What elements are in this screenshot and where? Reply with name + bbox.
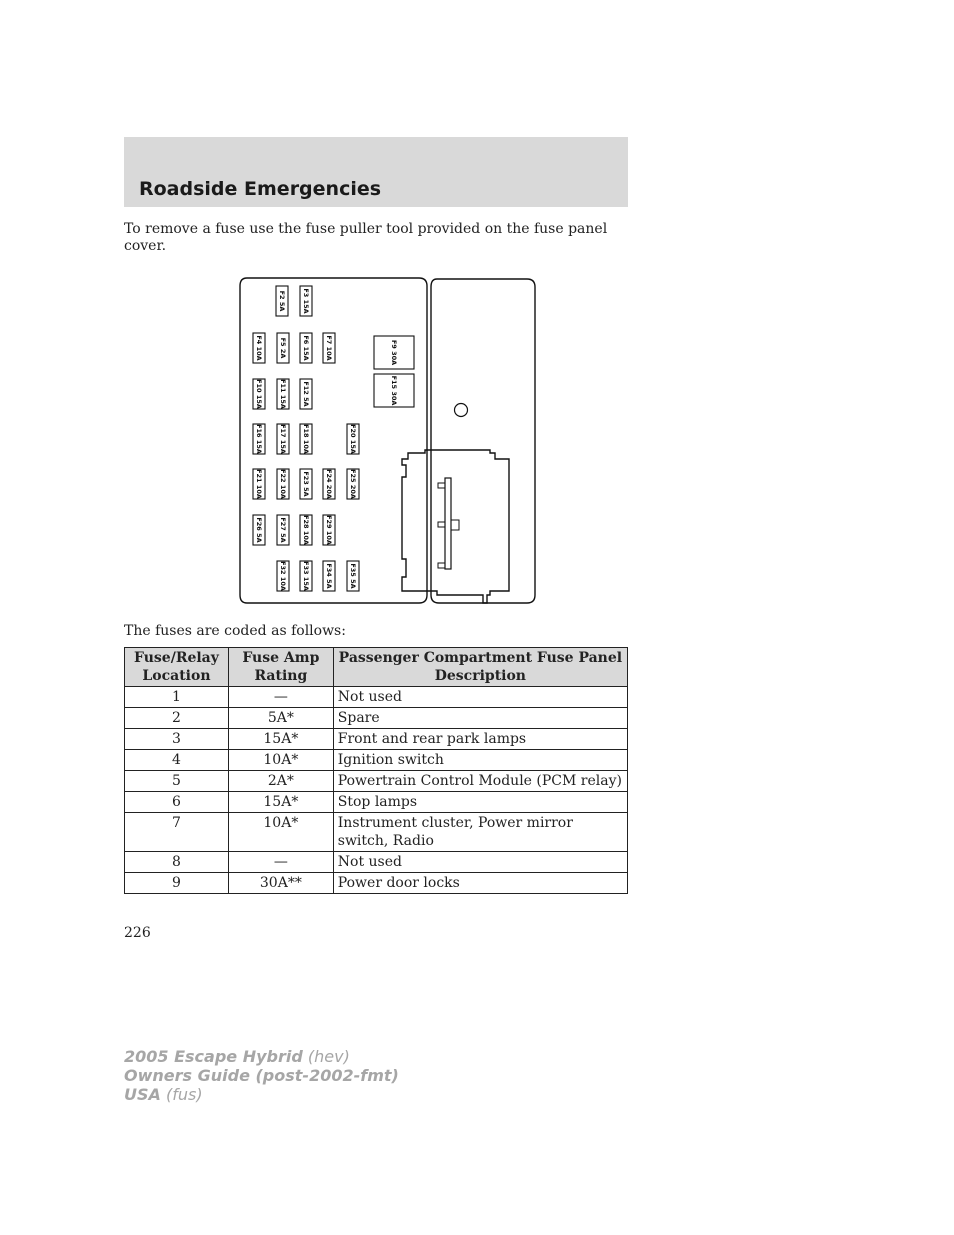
connector-tab bbox=[451, 520, 459, 530]
table-row bbox=[125, 792, 628, 813]
footer-market-code: (fus) bbox=[166, 1085, 203, 1104]
fuse-label: F24 20A bbox=[325, 469, 333, 499]
footer-market: USA bbox=[124, 1085, 161, 1104]
document-footer bbox=[124, 1047, 399, 1104]
description-cell: Stop lamps bbox=[333, 792, 627, 813]
column-header-rating: Fuse Amp Rating bbox=[228, 648, 333, 687]
table-row bbox=[125, 873, 628, 894]
footer-guide: Owners Guide (post-2002-fmt) bbox=[124, 1066, 399, 1085]
fuse-label: F27 5A bbox=[279, 517, 287, 543]
fuse-block-outline bbox=[240, 278, 427, 603]
footer-model: 2005 Escape Hybrid bbox=[124, 1047, 303, 1066]
connector-outline bbox=[402, 450, 509, 603]
column-header-location: Fuse/Relay Location bbox=[125, 648, 229, 687]
fuse-label: F33 15A bbox=[302, 561, 310, 591]
rating-cell: 2A* bbox=[228, 771, 333, 792]
rating-cell: — bbox=[228, 852, 333, 873]
description-cell: Ignition switch bbox=[333, 750, 627, 771]
connector-latch bbox=[445, 478, 451, 569]
fuse-label: F12 5A bbox=[302, 381, 310, 407]
fuse-label: F34 5A bbox=[325, 563, 333, 589]
description-cell: Front and rear park lamps bbox=[333, 729, 627, 750]
fuse-label: F25 20A bbox=[349, 469, 357, 499]
description-cell: Power door locks bbox=[333, 873, 627, 894]
page-number: 226 bbox=[124, 925, 151, 941]
intro-text: To remove a fuse use the fuse puller tool provided on the fuse panel cover. bbox=[124, 221, 608, 254]
fuse-panel-svg bbox=[239, 277, 537, 605]
column-header-description: Passenger Compartment Fuse Panel Description bbox=[333, 648, 627, 687]
connector-pin bbox=[438, 522, 445, 527]
fuse-label: F17 15A bbox=[279, 424, 287, 454]
footer-model-code: (hev) bbox=[307, 1047, 350, 1066]
location-cell: 8 bbox=[125, 852, 229, 873]
footer-line bbox=[124, 1085, 399, 1104]
fuse-label: F16 15A bbox=[255, 424, 263, 454]
fuse-label: F9 30A bbox=[390, 339, 398, 366]
footer-line bbox=[124, 1047, 399, 1066]
description-cell: Powertrain Control Module (PCM relay) bbox=[333, 771, 627, 792]
fuse-label: F21 10A bbox=[255, 469, 263, 499]
fuse-label: F32 10A bbox=[279, 561, 287, 591]
fuse-label: F6 15A bbox=[302, 335, 310, 361]
table-row bbox=[125, 687, 628, 708]
fuse-label: F22 10A bbox=[279, 469, 287, 499]
fuse-label: F20 15A bbox=[349, 424, 357, 454]
fuse-label: F18 10A bbox=[302, 424, 310, 454]
footer-line bbox=[124, 1066, 399, 1085]
fuse-label: F5 2A bbox=[279, 337, 287, 359]
location-cell: 1 bbox=[125, 687, 229, 708]
fuse-label: F29 10A bbox=[325, 515, 333, 545]
description-cell: Not used bbox=[333, 852, 627, 873]
location-cell: 6 bbox=[125, 792, 229, 813]
table-row bbox=[125, 813, 628, 852]
table-row bbox=[125, 729, 628, 750]
rating-cell: 30A** bbox=[228, 873, 333, 894]
fuse-label: F7 10A bbox=[325, 335, 333, 361]
description-cell: Not used bbox=[333, 687, 627, 708]
description-cell: Spare bbox=[333, 708, 627, 729]
rating-cell: — bbox=[228, 687, 333, 708]
location-cell: 4 bbox=[125, 750, 229, 771]
rating-cell: 15A* bbox=[228, 729, 333, 750]
table-row bbox=[125, 708, 628, 729]
fuse-label: F10 15A bbox=[255, 379, 263, 409]
mounting-hole bbox=[455, 404, 468, 417]
connector-pin bbox=[438, 563, 445, 568]
table-row bbox=[125, 852, 628, 873]
section-title: Roadside Emergencies bbox=[139, 178, 382, 200]
section-header bbox=[124, 137, 628, 207]
relay-area-outline bbox=[431, 279, 535, 603]
fuse-table bbox=[124, 647, 628, 894]
fuse-label: F4 10A bbox=[255, 335, 263, 361]
description-cell: Instrument cluster, Power mirror switch, Radio bbox=[333, 813, 627, 852]
location-cell: 3 bbox=[125, 729, 229, 750]
fuse-label: F35 5A bbox=[349, 563, 357, 589]
rating-cell: 5A* bbox=[228, 708, 333, 729]
location-cell: 9 bbox=[125, 873, 229, 894]
location-cell: 2 bbox=[125, 708, 229, 729]
coded-text: The fuses are coded as follows: bbox=[124, 623, 346, 639]
rating-cell: 10A* bbox=[228, 750, 333, 771]
fuse-label: F23 5A bbox=[302, 471, 310, 497]
fuse-label: F15 30A bbox=[390, 375, 398, 406]
fuse-panel-diagram bbox=[239, 277, 537, 605]
table-header-row bbox=[125, 648, 628, 687]
fuse-label: F28 10A bbox=[302, 515, 310, 545]
table-row bbox=[125, 771, 628, 792]
location-cell: 5 bbox=[125, 771, 229, 792]
connector-pin bbox=[438, 483, 445, 488]
rating-cell: 10A* bbox=[228, 813, 333, 852]
fuse-label: F2 5A bbox=[278, 290, 286, 312]
rating-cell: 15A* bbox=[228, 792, 333, 813]
location-cell: 7 bbox=[125, 813, 229, 852]
table-row bbox=[125, 750, 628, 771]
fuse-label: F11 15A bbox=[279, 379, 287, 409]
fuse-label: F26 5A bbox=[255, 517, 263, 543]
fuse-label: F3 15A bbox=[302, 288, 310, 314]
